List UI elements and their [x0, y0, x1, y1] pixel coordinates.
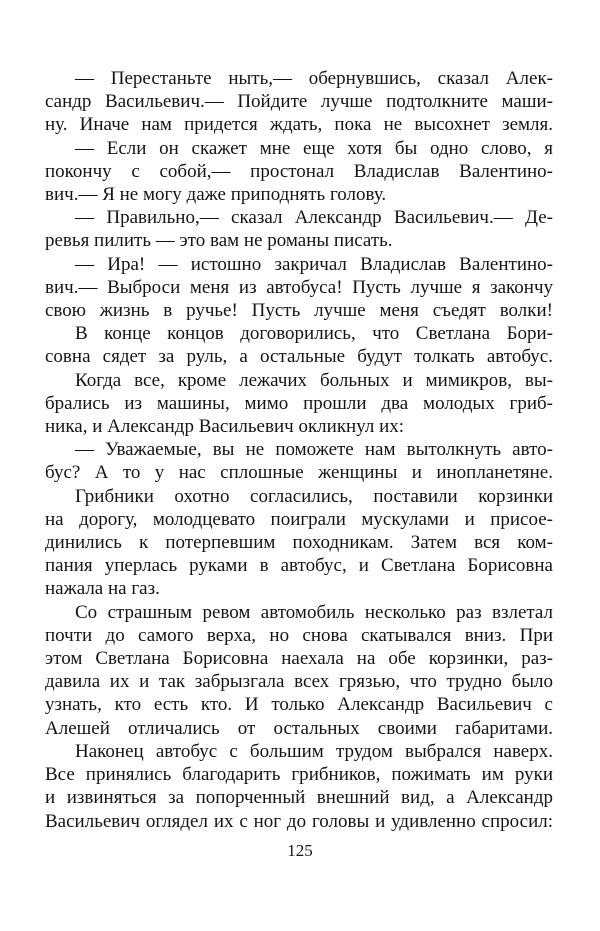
paragraph: [45, 137, 553, 207]
text-line: этом Светлана Борисовна наехала на обе корзинки, раз-: [45, 648, 553, 670]
body-text: [45, 67, 553, 833]
paragraph: [45, 206, 553, 252]
text-line: ревья пилить — это вам не романы писать.: [45, 230, 393, 252]
text-line: на дорогу, молодцевато поиграли мускулами и присое-: [45, 508, 553, 530]
text-line: ну. Иначе нам придется ждать, пока не высохнет земля.: [45, 114, 553, 136]
text-line: Алешей отличались от остальных своими габаритами.: [45, 717, 553, 739]
paragraph: [45, 740, 553, 833]
text-line: брались из машины, мимо прошли два молодых гриб-: [45, 392, 553, 414]
text-line: и извиняться за попорченный внешний вид, а Александр: [45, 787, 553, 809]
text-line: вич.— Выброси меня из автобуса! Пусть лучше я закончу: [45, 276, 553, 298]
text-line: почти до самого верха, но снова скатывался вниз. При: [45, 624, 553, 646]
text-line: нажала на газ.: [45, 578, 160, 600]
text-line: вич.— Я не могу даже приподнять голову.: [45, 184, 387, 206]
text-line: бус? А то у нас сплошные женщины и инопланетяне.: [45, 462, 553, 484]
paragraph: [45, 369, 553, 439]
paragraph: [45, 438, 553, 484]
text-line: узнать, кто есть кто. И только Александр Васильевич с: [45, 694, 553, 716]
text-line: пания уперлась руками в автобус, и Светлана Борисовна: [45, 555, 553, 577]
text-line: ника, и Александр Васильевич окликнул их:: [45, 416, 405, 438]
paragraph: [45, 253, 553, 323]
text-line: — Правильно,— сказал Александр Васильевич.— Де-: [75, 207, 553, 229]
text-line: совна сядет за руль, а остальные будут толкать автобус.: [45, 346, 553, 368]
text-line: — Перестаньте ныть,— обернувшись, сказал Алек-: [75, 68, 553, 89]
text-line: Все принялись благодарить грибников, пожимать им руки: [45, 764, 553, 786]
text-line: покончу с собой,— простонал Владислав Валентино-: [45, 160, 553, 182]
text-line: Грибники охотно согласились, поставили корзинки: [75, 485, 553, 507]
text-line: — Ира! — истошно закричал Владислав Валентино-: [75, 253, 553, 275]
text-line: — Если он скажет мне еще хотя бы одно слово, я: [75, 137, 553, 159]
text-line: В конце концов договорились, что Светлана Бори-: [75, 323, 553, 345]
paragraph: [45, 67, 553, 137]
text-line: Когда все, кроме лежачих больных и мимикров, вы-: [75, 369, 553, 391]
text-line: Васильевич оглядел их с ног до головы и удивленно спросил:: [45, 810, 553, 832]
paragraph: [45, 322, 553, 368]
text-line: — Уважаемые, вы не поможете нам вытолкнуть авто-: [75, 439, 553, 461]
text-line: Со страшным ревом автомобиль несколько раз взлетал: [75, 601, 553, 623]
text-line: сандр Васильевич.— Пойдите лучше подтолкните маши-: [45, 91, 553, 113]
text-line: свою жизнь в ручье! Пусть лучше меня съедят волки!: [45, 300, 553, 322]
paragraph: [45, 485, 553, 601]
text-line: Наконец автобус с большим трудом выбрался наверх.: [75, 740, 553, 762]
page-number: 125: [287, 841, 313, 860]
text-line: давила их и так забрызгала всех грязью, что трудно было: [45, 671, 553, 693]
text-line: динились к потерпевшим походникам. Затем вся ком-: [45, 532, 553, 554]
paragraph: [45, 601, 553, 740]
